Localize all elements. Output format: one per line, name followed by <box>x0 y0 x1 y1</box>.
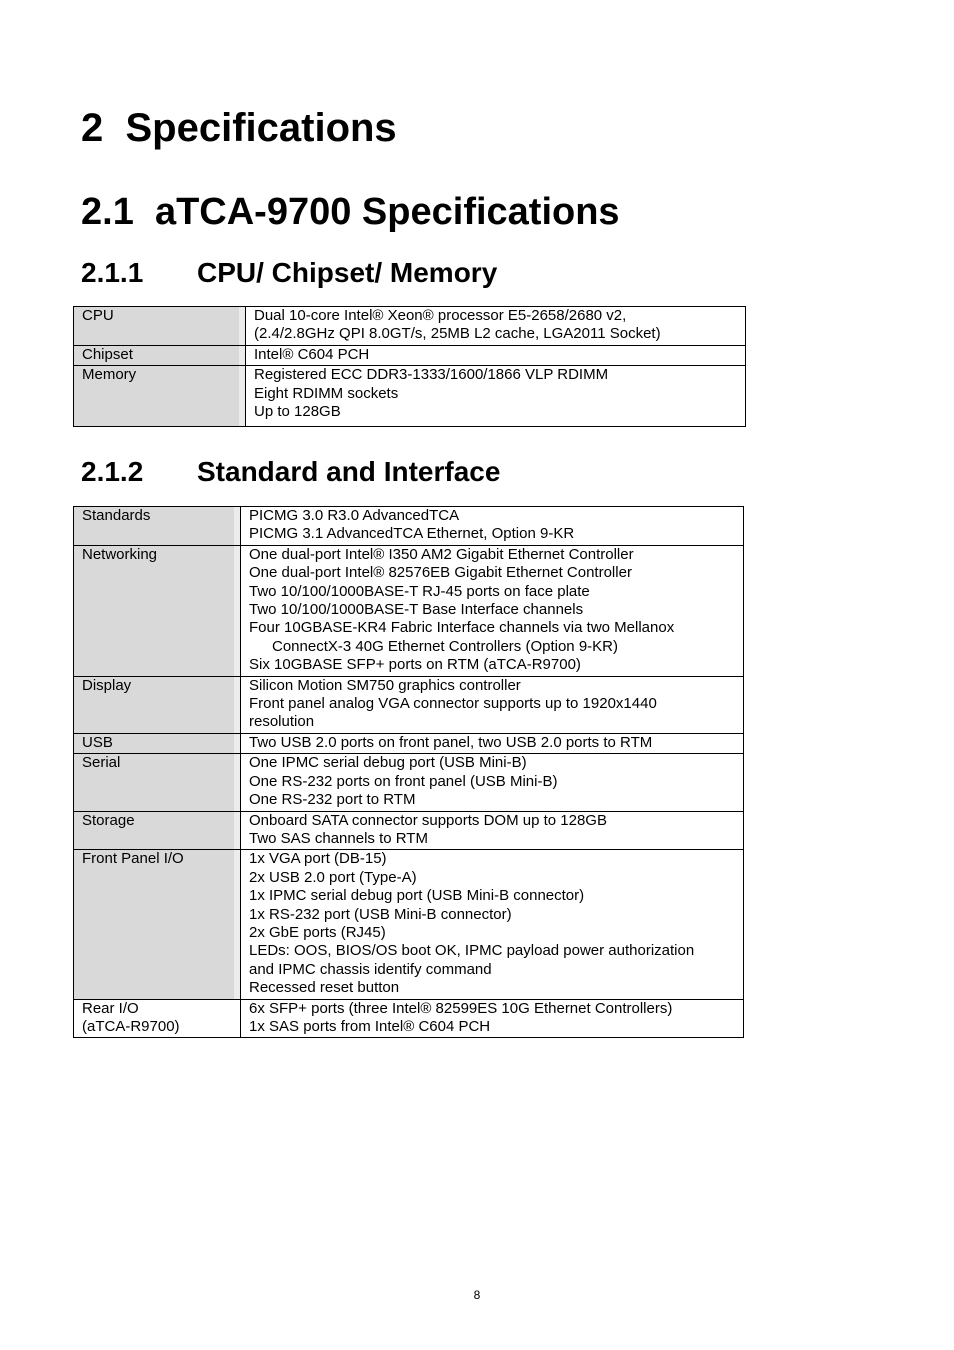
cpu-section-title: CPU/ Chipset/ Memory <box>197 257 498 288</box>
spec-label: Standards <box>74 507 241 546</box>
interface-section-title: Standard and Interface <box>197 456 501 487</box>
table-row <box>74 545 744 676</box>
table-row <box>74 307 746 346</box>
spec-label: CPU <box>74 307 246 346</box>
cpu-section-number: 2.1.1 <box>81 257 144 288</box>
table-row <box>74 850 744 999</box>
spec-label: Serial <box>74 754 241 811</box>
table-row <box>74 754 744 811</box>
spec-value: 6x SFP+ ports (three Intel® 82599ES 10G Ethernet Controllers) 1x SAS ports from Intel® C604 PCH <box>241 999 744 1038</box>
table-row <box>74 366 746 427</box>
section-title: aTCA-9700 Specifications <box>154 191 620 233</box>
spec-label: USB <box>74 733 241 753</box>
interface-spec-table <box>73 506 744 1038</box>
spec-label: Memory <box>74 366 246 427</box>
spec-label: Networking <box>74 545 241 676</box>
spec-value: Silicon Motion SM750 graphics controller Front panel analog VGA connector supports up to 1920x1440 resolution <box>241 676 744 733</box>
interface-section-heading <box>81 455 500 489</box>
spec-label: Storage <box>74 811 241 850</box>
spec-label: Front Panel I/O <box>74 850 241 999</box>
spec-label: Chipset <box>74 345 246 365</box>
table-row <box>74 733 744 753</box>
spec-label: Rear I/O (aTCA-R9700) <box>74 999 241 1038</box>
spec-value: 1x VGA port (DB-15) 2x USB 2.0 port (Type-A) 1x IPMC serial debug port (USB Mini-B connector) 1x RS-232 port (USB Mini-B connector) 2x GbE ports (RJ45) LEDs: OOS, BIOS/OS boot OK, IPMC payload power authorization and IPMC chassis identify command Recessed reset button <box>241 850 744 999</box>
chapter-heading <box>81 104 397 152</box>
spec-value: Two USB 2.0 ports on front panel, two USB 2.0 ports to RTM <box>241 733 744 753</box>
section-number: 2.1 <box>81 191 134 233</box>
spec-value: Dual 10-core Intel® Xeon® processor E5-2658/2680 v2, (2.4/2.8GHz QPI 8.0GT/s, 25MB L2 cache, LGA2011 Socket) <box>246 307 746 346</box>
interface-section-number: 2.1.2 <box>81 456 144 487</box>
chapter-title: Specifications <box>125 106 397 150</box>
page-number: 8 <box>473 1288 481 1302</box>
table-row <box>74 999 744 1038</box>
spec-value: Registered ECC DDR3-1333/1600/1866 VLP RDIMM Eight RDIMM sockets Up to 128GB <box>246 366 746 427</box>
table-row <box>74 811 744 850</box>
spec-label: Display <box>74 676 241 733</box>
spec-value: PICMG 3.0 R3.0 AdvancedTCA PICMG 3.1 AdvancedTCA Ethernet, Option 9-KR <box>241 507 744 546</box>
cpu-section-heading <box>81 256 497 290</box>
spec-value: One IPMC serial debug port (USB Mini-B) One RS-232 ports on front panel (USB Mini-B) One RS-232 port to RTM <box>241 754 744 811</box>
cpu-spec-table <box>73 306 746 427</box>
table-row <box>74 507 744 546</box>
chapter-number: 2 <box>81 106 104 150</box>
spec-value: One dual-port Intel® I350 AM2 Gigabit Ethernet Controller One dual-port Intel® 82576EB Gigabit Ethernet Controller Two 10/100/1000BASE-T RJ-45 ports on face plate Two 10/100/1000BASE-T Base Interface channels Four 10GBASE-KR4 Fabric Interface channels via two Mellanox ConnectX-3 40G Ethernet Controllers (Option 9-KR) Six 10GBASE SFP+ ports on RTM (aTCA-R9700) <box>241 545 744 676</box>
table-row <box>74 676 744 733</box>
table-row <box>74 345 746 365</box>
section-heading <box>81 189 620 235</box>
spec-value: Onboard SATA connector supports DOM up to 128GB Two SAS channels to RTM <box>241 811 744 850</box>
spec-value: Intel® C604 PCH <box>246 345 746 365</box>
